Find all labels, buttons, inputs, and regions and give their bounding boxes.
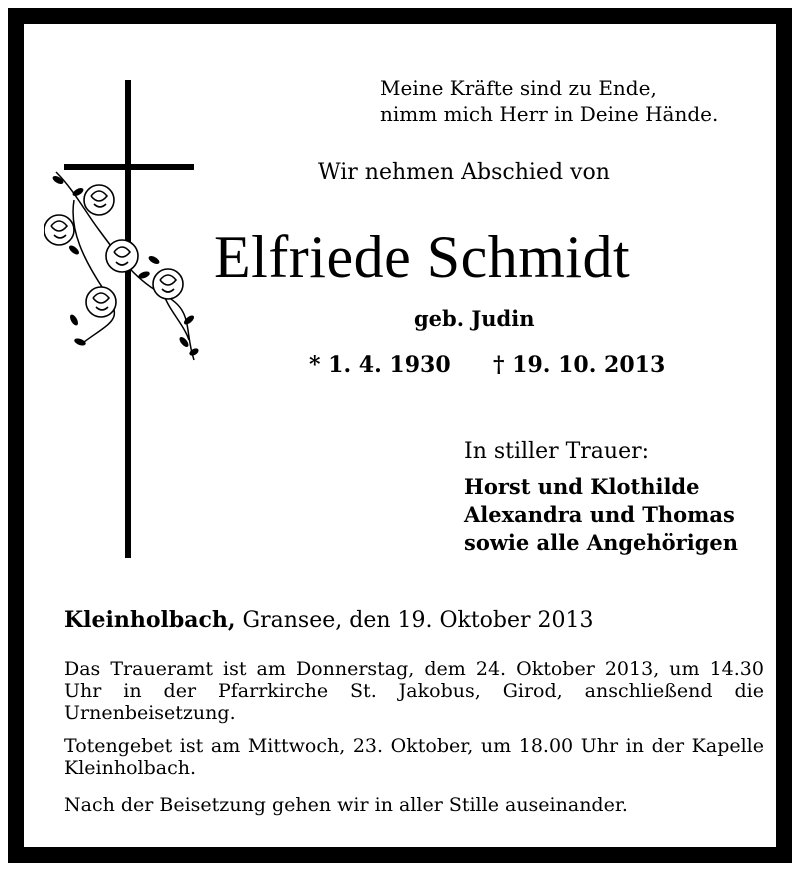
- place-date-line: [64, 607, 594, 633]
- mourner-line: sowie alle Angehörigen: [464, 530, 739, 555]
- motto: [380, 75, 718, 127]
- closing-paragraph: Nach der Beisetzung gehen wir in aller Stille auseinander.: [64, 794, 628, 816]
- place-name: Kleinholbach,: [64, 607, 236, 633]
- motto-line-1: Meine Kräfte sind zu Ende,: [380, 76, 657, 100]
- mourning-label: In stiller Trauer:: [464, 439, 650, 464]
- prayer-info-paragraph: Totengebet ist am Mittwoch, 23. Oktober, um 18.00 Uhr in der Kapelle Kleinholbach.: [64, 735, 764, 779]
- mourner-line: Alexandra und Thomas: [464, 502, 735, 527]
- funeral-info-paragraph: Das Traueramt ist am Donnerstag, dem 24. Oktober 2013, um 14.30 Uhr in der Pfarrkirche St. Jakobus, Girod, anschließend die Urnenbeisetzung.: [64, 658, 764, 724]
- intro-text: Wir nehmen Abschied von: [318, 160, 610, 185]
- date-text: Gransee, den 19. Oktober 2013: [235, 608, 594, 633]
- maiden-name: geb. Judin: [414, 306, 535, 331]
- cross-with-roses-icon: [44, 80, 204, 560]
- obituary-notice: [24, 24, 776, 847]
- obituary-border: [8, 8, 792, 863]
- mourner-line: Horst und Klothilde: [464, 474, 700, 499]
- death-date: † 19. 10. 2013: [493, 352, 666, 378]
- birth-date: * 1. 4. 1930: [309, 352, 451, 378]
- mourners-list: [464, 473, 738, 557]
- deceased-name: Elfriede Schmidt: [214, 224, 631, 290]
- motto-line-2: nimm mich Herr in Deine Hände.: [380, 102, 719, 126]
